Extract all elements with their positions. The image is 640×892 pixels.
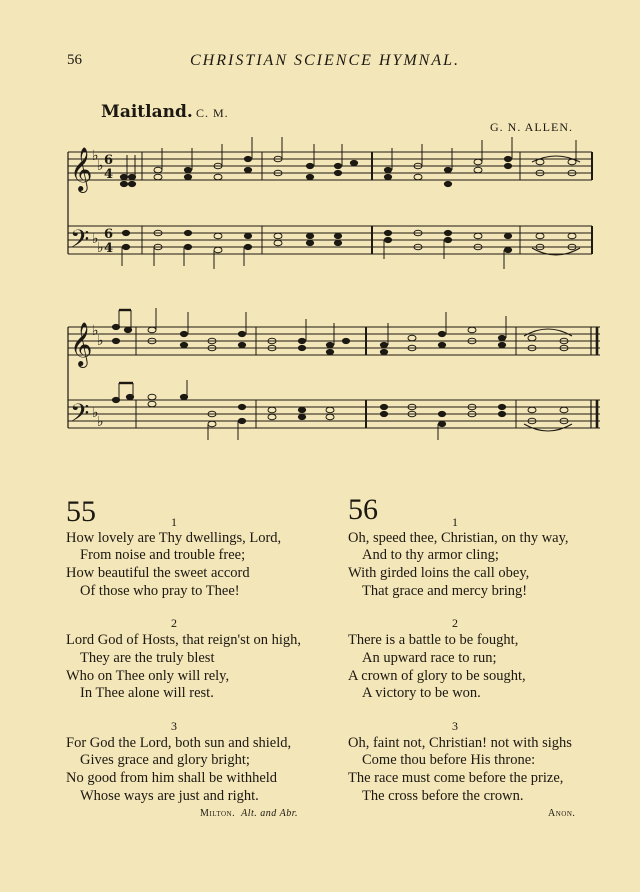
notes-system-2: [112, 324, 568, 426]
verse-line: That grace and mercy bring!: [362, 583, 528, 599]
verse-line: A crown of glory to be sought,: [348, 668, 526, 684]
verse-line: There is a battle to be fought,: [348, 632, 519, 648]
time-signature-icon: 6: [104, 227, 114, 242]
page-number: 56: [67, 52, 82, 68]
hymn-attribution: [548, 808, 575, 819]
tune-meter: C. M.: [196, 106, 229, 120]
flat-sign-icon: ♭: [92, 323, 99, 339]
bass-clef-icon: 𝄢: [70, 225, 90, 260]
barlines-1: [142, 152, 592, 254]
verse-line: And to thy armor cling;: [362, 547, 499, 563]
tune-name: Maitland.: [101, 102, 193, 122]
flat-sign-icon: ♭: [97, 158, 104, 174]
bass-clef-icon: 𝄢: [70, 399, 90, 434]
verse-line: Of those who pray to Thee!: [80, 583, 240, 599]
running-title: CHRISTIAN SCIENCE HYMNAL.: [190, 52, 461, 69]
flat-sign-icon: ♭: [92, 231, 99, 247]
bass-staff-1: [68, 226, 592, 254]
verse-line: An upward race to run;: [362, 650, 497, 666]
treble-clef-icon: 𝄞: [70, 147, 93, 191]
tune-composer: G. N. ALLEN.: [490, 120, 573, 134]
verse-line: A victory to be won.: [362, 685, 481, 701]
attribution-note: Alt. and Abr.: [241, 808, 299, 819]
time-signature-icon: 4: [104, 167, 114, 182]
verse-line: No good from him shall be withheld: [66, 770, 278, 786]
verse-line: They are the truly blest: [80, 650, 215, 666]
verse-line: For God the Lord, both sun and shield,: [66, 735, 292, 751]
verse-line: From noise and trouble free;: [80, 547, 246, 563]
stanza-number: 2: [171, 616, 177, 630]
verse-line: Gives grace and glory bright;: [80, 752, 250, 768]
treble-clef-icon: 𝄞: [70, 322, 93, 366]
verse-line: Whose ways are just and right.: [80, 788, 259, 804]
attribution-author: Milton.: [200, 808, 236, 819]
time-signature-icon: 4: [104, 241, 114, 256]
flat-sign-icon: ♭: [92, 148, 99, 164]
flat-sign-icon: ♭: [97, 333, 104, 349]
stems-system-2: [119, 308, 506, 440]
attribution-author: Anon.: [548, 808, 576, 819]
flat-sign-icon: ♭: [92, 405, 99, 421]
stanza-number: 1: [171, 515, 177, 529]
hymn-number: 55: [66, 495, 96, 528]
verse-line: With girded loins the call obey,: [348, 565, 530, 581]
verse-line: The cross before the crown.: [362, 788, 524, 804]
verse-line: In Thee alone will rest.: [80, 685, 214, 701]
verse-line: How lovely are Thy dwellings, Lord,: [66, 530, 282, 546]
verse-line: Oh, speed thee, Christian, on thy way,: [348, 530, 569, 546]
stanza-number: 3: [452, 719, 458, 733]
hymn-number: 56: [348, 493, 378, 526]
barlines-2: [136, 327, 597, 428]
flat-sign-icon: ♭: [97, 240, 104, 256]
hymn-attribution: [200, 808, 298, 819]
verse-line: The race must come before the prize,: [348, 770, 564, 786]
stanza-number: 1: [452, 515, 458, 529]
stanza-number: 2: [452, 616, 458, 630]
treble-staff-1: [68, 152, 592, 180]
verse-line: Who on Thee only will rely,: [66, 668, 230, 684]
score-system-1: [68, 137, 592, 269]
tie-icon: [524, 424, 572, 431]
stanza-number: 3: [171, 719, 177, 733]
verse-line: Lord God of Hosts, that reign'st on high,: [66, 632, 301, 648]
verse-line: Oh, faint not, Christian! not with sighs: [348, 735, 572, 751]
time-signature-icon: 6: [104, 153, 114, 168]
verse-line: Come thou before His throne:: [362, 752, 536, 768]
verse-line: How beautiful the sweet accord: [66, 565, 250, 581]
score-system-2: [68, 308, 600, 440]
flat-sign-icon: ♭: [97, 414, 104, 430]
notes-system-1: [120, 156, 576, 253]
